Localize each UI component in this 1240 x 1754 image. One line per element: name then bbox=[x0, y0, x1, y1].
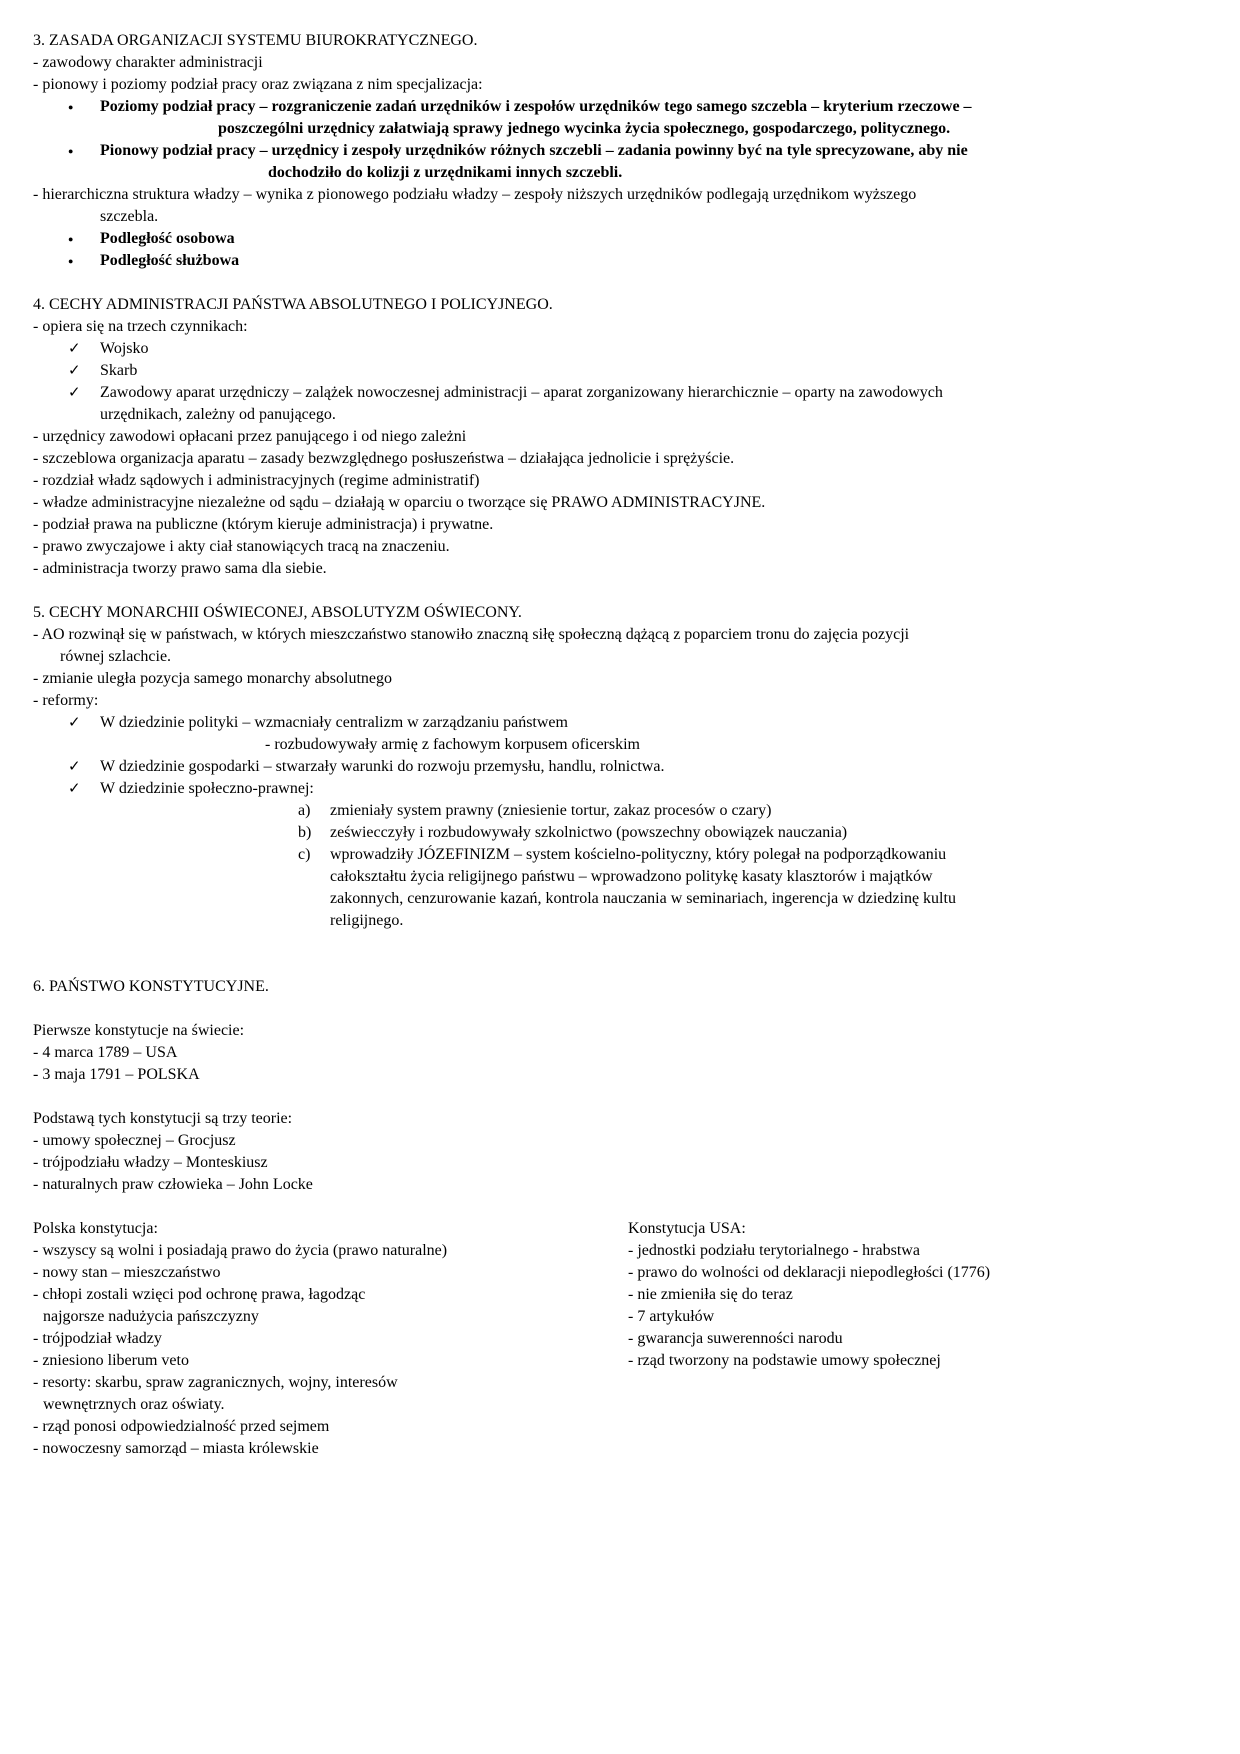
line-text: zeświecczyły i rozbudowywały szkolnictwo (powszechny obowiązek nauczania) bbox=[330, 824, 848, 841]
section-heading bbox=[33, 294, 1212, 316]
line-text: Podległość służbowa bbox=[100, 252, 240, 269]
blank-line bbox=[33, 272, 1212, 294]
line-text: - nie zmieniła się do teraz bbox=[628, 1286, 793, 1303]
blank-line bbox=[33, 954, 1212, 976]
paragraph-line bbox=[33, 492, 1212, 514]
bullet-icon: ● bbox=[68, 256, 74, 266]
continuation-line bbox=[33, 206, 1212, 228]
line-text: - opiera się na trzech czynnikach: bbox=[33, 318, 248, 335]
paragraph-line bbox=[33, 1042, 1212, 1064]
line-text: - prawo do wolności od deklaracji niepodległości (1776) bbox=[628, 1264, 991, 1281]
line-text: Poziomy podział pracy – rozgraniczenie zadań urzędników i zespołów urzędników tego samego szczebla – kryterium rzeczowe – bbox=[100, 98, 972, 115]
line-text: Wojsko bbox=[100, 340, 149, 357]
check-item bbox=[33, 756, 1212, 778]
line-text: Pierwsze konstytucje na świecie: bbox=[33, 1022, 245, 1039]
paragraph-line bbox=[33, 1130, 1212, 1152]
column-list-item bbox=[33, 1284, 628, 1306]
check-item bbox=[33, 712, 1212, 734]
line-text: - 3 maja 1791 – POLSKA bbox=[33, 1066, 200, 1083]
line-text: - rząd ponosi odpowiedzialność przed sejmem bbox=[33, 1418, 330, 1435]
column-list-item bbox=[628, 1306, 1212, 1328]
line-text: - reformy: bbox=[33, 692, 99, 709]
section-heading bbox=[33, 30, 1212, 52]
continuation-line bbox=[33, 646, 1212, 668]
line-text: - hierarchiczna struktura władzy – wynika z pionowego podziału władzy – zespoły niższych urzędników podlegają urzędnikom wyższego bbox=[33, 186, 917, 203]
blank-line bbox=[33, 1196, 1212, 1218]
section-heading bbox=[33, 976, 1212, 998]
line-text: - nowoczesny samorząd – miasta królewskie bbox=[33, 1440, 319, 1457]
paragraph-line bbox=[33, 536, 1212, 558]
line-text: - naturalnych praw człowieka – John Locke bbox=[33, 1176, 313, 1193]
line-text: - jednostki podziału terytorialnego - hrabstwa bbox=[628, 1242, 920, 1259]
line-text: - prawo zwyczajowe i akty ciał stanowiących tracą na znaczeniu. bbox=[33, 538, 450, 555]
bullet-item bbox=[33, 250, 1212, 272]
column-list-item bbox=[628, 1262, 1212, 1284]
column-list-item bbox=[33, 1350, 628, 1372]
column-title: Polska konstytucja: bbox=[33, 1220, 158, 1237]
line-text: równej szlachcie. bbox=[60, 648, 172, 665]
paragraph-line bbox=[33, 690, 1212, 712]
paragraph-line bbox=[33, 1108, 1212, 1130]
line-text: zmieniały system prawny (zniesienie tortur, zakaz procesów o czary) bbox=[330, 802, 772, 819]
document-body bbox=[33, 30, 1212, 1218]
column-list-item bbox=[33, 1240, 628, 1262]
paragraph-line bbox=[33, 1152, 1212, 1174]
check-item bbox=[33, 360, 1212, 382]
polish-constitution-items bbox=[33, 1240, 628, 1460]
polish-constitution-column bbox=[33, 1218, 628, 1460]
line-text: - szczeblowa organizacja aparatu – zasady bezwzględnego posłuszeństwa – działająca jednolicie i sprężyście. bbox=[33, 450, 735, 467]
letter-item bbox=[33, 800, 1212, 822]
bullet-item bbox=[33, 228, 1212, 250]
letter-item bbox=[33, 844, 1212, 866]
section-heading bbox=[33, 602, 1212, 624]
line-text: urzędnikach, zależny od panującego. bbox=[100, 406, 336, 423]
paragraph-line bbox=[33, 558, 1212, 580]
column-list-item bbox=[628, 1284, 1212, 1306]
line-text: 4. CECHY ADMINISTRACJI PAŃSTWA ABSOLUTNEGO I POLICYJNEGO. bbox=[33, 296, 553, 313]
line-text: - 4 marca 1789 – USA bbox=[33, 1044, 178, 1061]
checkmark-icon: ✓ bbox=[68, 781, 81, 797]
paragraph-line bbox=[33, 52, 1212, 74]
continuation-line bbox=[33, 910, 1212, 932]
column-list-item bbox=[33, 1394, 628, 1416]
column-list-item bbox=[628, 1240, 1212, 1262]
line-text: - podział prawa na publiczne (którym kieruje administracja) i prywatne. bbox=[33, 516, 494, 533]
bullet-icon: ● bbox=[68, 234, 74, 244]
column-list-item bbox=[628, 1328, 1212, 1350]
line-text: - trójpodziału władzy – Monteskiusz bbox=[33, 1154, 268, 1171]
column-title: Konstytucja USA: bbox=[628, 1220, 746, 1237]
column-list-item bbox=[33, 1328, 628, 1350]
paragraph-line bbox=[33, 514, 1212, 536]
line-text: religijnego. bbox=[330, 912, 404, 929]
paragraph-line bbox=[33, 74, 1212, 96]
line-text: - chłopi zostali wzięci pod ochronę prawa, łagodząc bbox=[33, 1286, 366, 1303]
continuation-line bbox=[33, 734, 1212, 756]
continuation-line bbox=[33, 866, 1212, 888]
line-text: - władze administracyjne niezależne od sądu – działają w oparciu o tworzące się PRAWO ADMINISTRACYJNE. bbox=[33, 494, 766, 511]
continuation-line bbox=[33, 118, 1212, 140]
line-text: - zawodowy charakter administracji bbox=[33, 54, 263, 71]
line-text: całokształtu życia religijnego państwu – wprowadzono politykę kasaty klasztorów i majątków bbox=[330, 868, 933, 885]
line-text: najgorsze nadużycia pańszczyzny bbox=[43, 1308, 259, 1325]
blank-line bbox=[33, 580, 1212, 602]
column-list-item bbox=[33, 1262, 628, 1284]
line-text: - rząd tworzony na podstawie umowy społecznej bbox=[628, 1352, 941, 1369]
check-item bbox=[33, 778, 1212, 800]
paragraph-line bbox=[33, 1020, 1212, 1042]
line-text: - zniesiono liberum veto bbox=[33, 1352, 189, 1369]
line-text: dochodziło do kolizji z urzędnikami innych szczebli. bbox=[268, 164, 623, 181]
paragraph-line bbox=[33, 316, 1212, 338]
bullet-item bbox=[33, 96, 1212, 118]
line-text: - nowy stan – mieszczaństwo bbox=[33, 1264, 221, 1281]
line-text: - trójpodział władzy bbox=[33, 1330, 162, 1347]
line-text: - resorty: skarbu, spraw zagranicznych, wojny, interesów bbox=[33, 1374, 398, 1391]
line-text: - pionowy i poziomy podział pracy oraz związana z nim specjalizacja: bbox=[33, 76, 483, 93]
letter-marker: c) bbox=[298, 846, 311, 863]
paragraph-line bbox=[33, 668, 1212, 690]
line-text: 5. CECHY MONARCHII OŚWIECONEJ, ABSOLUTYZM OŚWIECONY. bbox=[33, 604, 522, 621]
line-text: wewnętrznych oraz oświaty. bbox=[43, 1396, 225, 1413]
line-text: - gwarancja suwerenności narodu bbox=[628, 1330, 843, 1347]
usa-constitution-column bbox=[628, 1218, 1212, 1460]
line-text: - 7 artykułów bbox=[628, 1308, 715, 1325]
check-item bbox=[33, 382, 1212, 404]
continuation-line bbox=[33, 888, 1212, 910]
blank-line bbox=[33, 998, 1212, 1020]
column-list-item bbox=[33, 1438, 628, 1460]
checkmark-icon: ✓ bbox=[68, 715, 81, 731]
line-text: Skarb bbox=[100, 362, 138, 379]
paragraph-line bbox=[33, 1174, 1212, 1196]
column-list-item bbox=[33, 1372, 628, 1394]
paragraph-line bbox=[33, 1064, 1212, 1086]
check-item bbox=[33, 338, 1212, 360]
paragraph-line bbox=[33, 448, 1212, 470]
blank-line bbox=[33, 1086, 1212, 1108]
line-text: 6. PAŃSTWO KONSTYTUCYJNE. bbox=[33, 978, 269, 995]
letter-marker: b) bbox=[298, 824, 312, 841]
blank-line bbox=[33, 932, 1212, 954]
paragraph-line bbox=[33, 184, 1212, 206]
checkmark-icon: ✓ bbox=[68, 341, 81, 357]
checkmark-icon: ✓ bbox=[68, 363, 81, 379]
checkmark-icon: ✓ bbox=[68, 759, 81, 775]
line-text: - umowy społecznej – Grocjusz bbox=[33, 1132, 236, 1149]
paragraph-line bbox=[33, 470, 1212, 492]
line-text: Podstawą tych konstytucji są trzy teorie: bbox=[33, 1110, 293, 1127]
bullet-icon: ● bbox=[68, 102, 74, 112]
line-text: W dziedzinie gospodarki – stwarzały warunki do rozwoju przemysłu, handlu, rolnictwa. bbox=[100, 758, 665, 775]
line-text: - zmianie uległa pozycja samego monarchy absolutnego bbox=[33, 670, 392, 687]
line-text: zakonnych, cenzurowanie kazań, kontrola nauczania w seminariach, ingerencja w dziedzinę kultu bbox=[330, 890, 956, 907]
line-text: - administracja tworzy prawo sama dla siebie. bbox=[33, 560, 327, 577]
constitution-columns bbox=[33, 1218, 1212, 1460]
column-list-item bbox=[628, 1350, 1212, 1372]
line-text: - rozdział władz sądowych i administracyjnych (regime administratif) bbox=[33, 472, 480, 489]
letter-item bbox=[33, 822, 1212, 844]
line-text: poszczególni urzędnicy załatwiają sprawy jednego wycinka życia społecznego, gospodarczego, politycznego. bbox=[218, 120, 951, 137]
line-text: - urzędnicy zawodowi opłacani przez panującego i od niego zależni bbox=[33, 428, 467, 445]
paragraph-line bbox=[33, 624, 1212, 646]
line-text: - AO rozwinął się w państwach, w których mieszczaństwo stanowiło znaczną siłę społeczną dążącą z poparciem tronu do zajęcia pozycji bbox=[33, 626, 910, 643]
usa-constitution-items bbox=[628, 1240, 1212, 1372]
bullet-item bbox=[33, 140, 1212, 162]
line-text: Pionowy podział pracy – urzędnicy i zespoły urzędników różnych szczebli – zadania powinny być na tyle sprecyzowane, aby nie bbox=[100, 142, 968, 159]
line-text: wprowadziły JÓZEFINIZM – system kościelno-polityczny, który polegał na podporządkowaniu bbox=[330, 846, 947, 863]
column-list-item bbox=[33, 1306, 628, 1328]
checkmark-icon: ✓ bbox=[68, 385, 81, 401]
line-text: W dziedzinie społeczno-prawnej: bbox=[100, 780, 314, 797]
continuation-line bbox=[33, 162, 1212, 184]
line-text: - wszyscy są wolni i posiadają prawo do życia (prawo naturalne) bbox=[33, 1242, 448, 1259]
bullet-icon: ● bbox=[68, 146, 74, 156]
line-text: Zawodowy aparat urzędniczy – zalążek nowoczesnej administracji – aparat zorganizowany hierarchicznie – oparty na zawodowych bbox=[100, 384, 943, 401]
paragraph-line bbox=[33, 426, 1212, 448]
line-text: - rozbudowywały armię z fachowym korpusem oficerskim bbox=[265, 736, 640, 753]
line-text: Podległość osobowa bbox=[100, 230, 235, 247]
column-list-item bbox=[33, 1416, 628, 1438]
letter-marker: a) bbox=[298, 802, 311, 819]
continuation-line bbox=[33, 404, 1212, 426]
line-text: W dziedzinie polityki – wzmacniały centralizm w zarządzaniu państwem bbox=[100, 714, 568, 731]
line-text: 3. ZASADA ORGANIZACJI SYSTEMU BIUROKRATYCZNEGO. bbox=[33, 32, 478, 49]
line-text: szczebla. bbox=[100, 208, 159, 225]
